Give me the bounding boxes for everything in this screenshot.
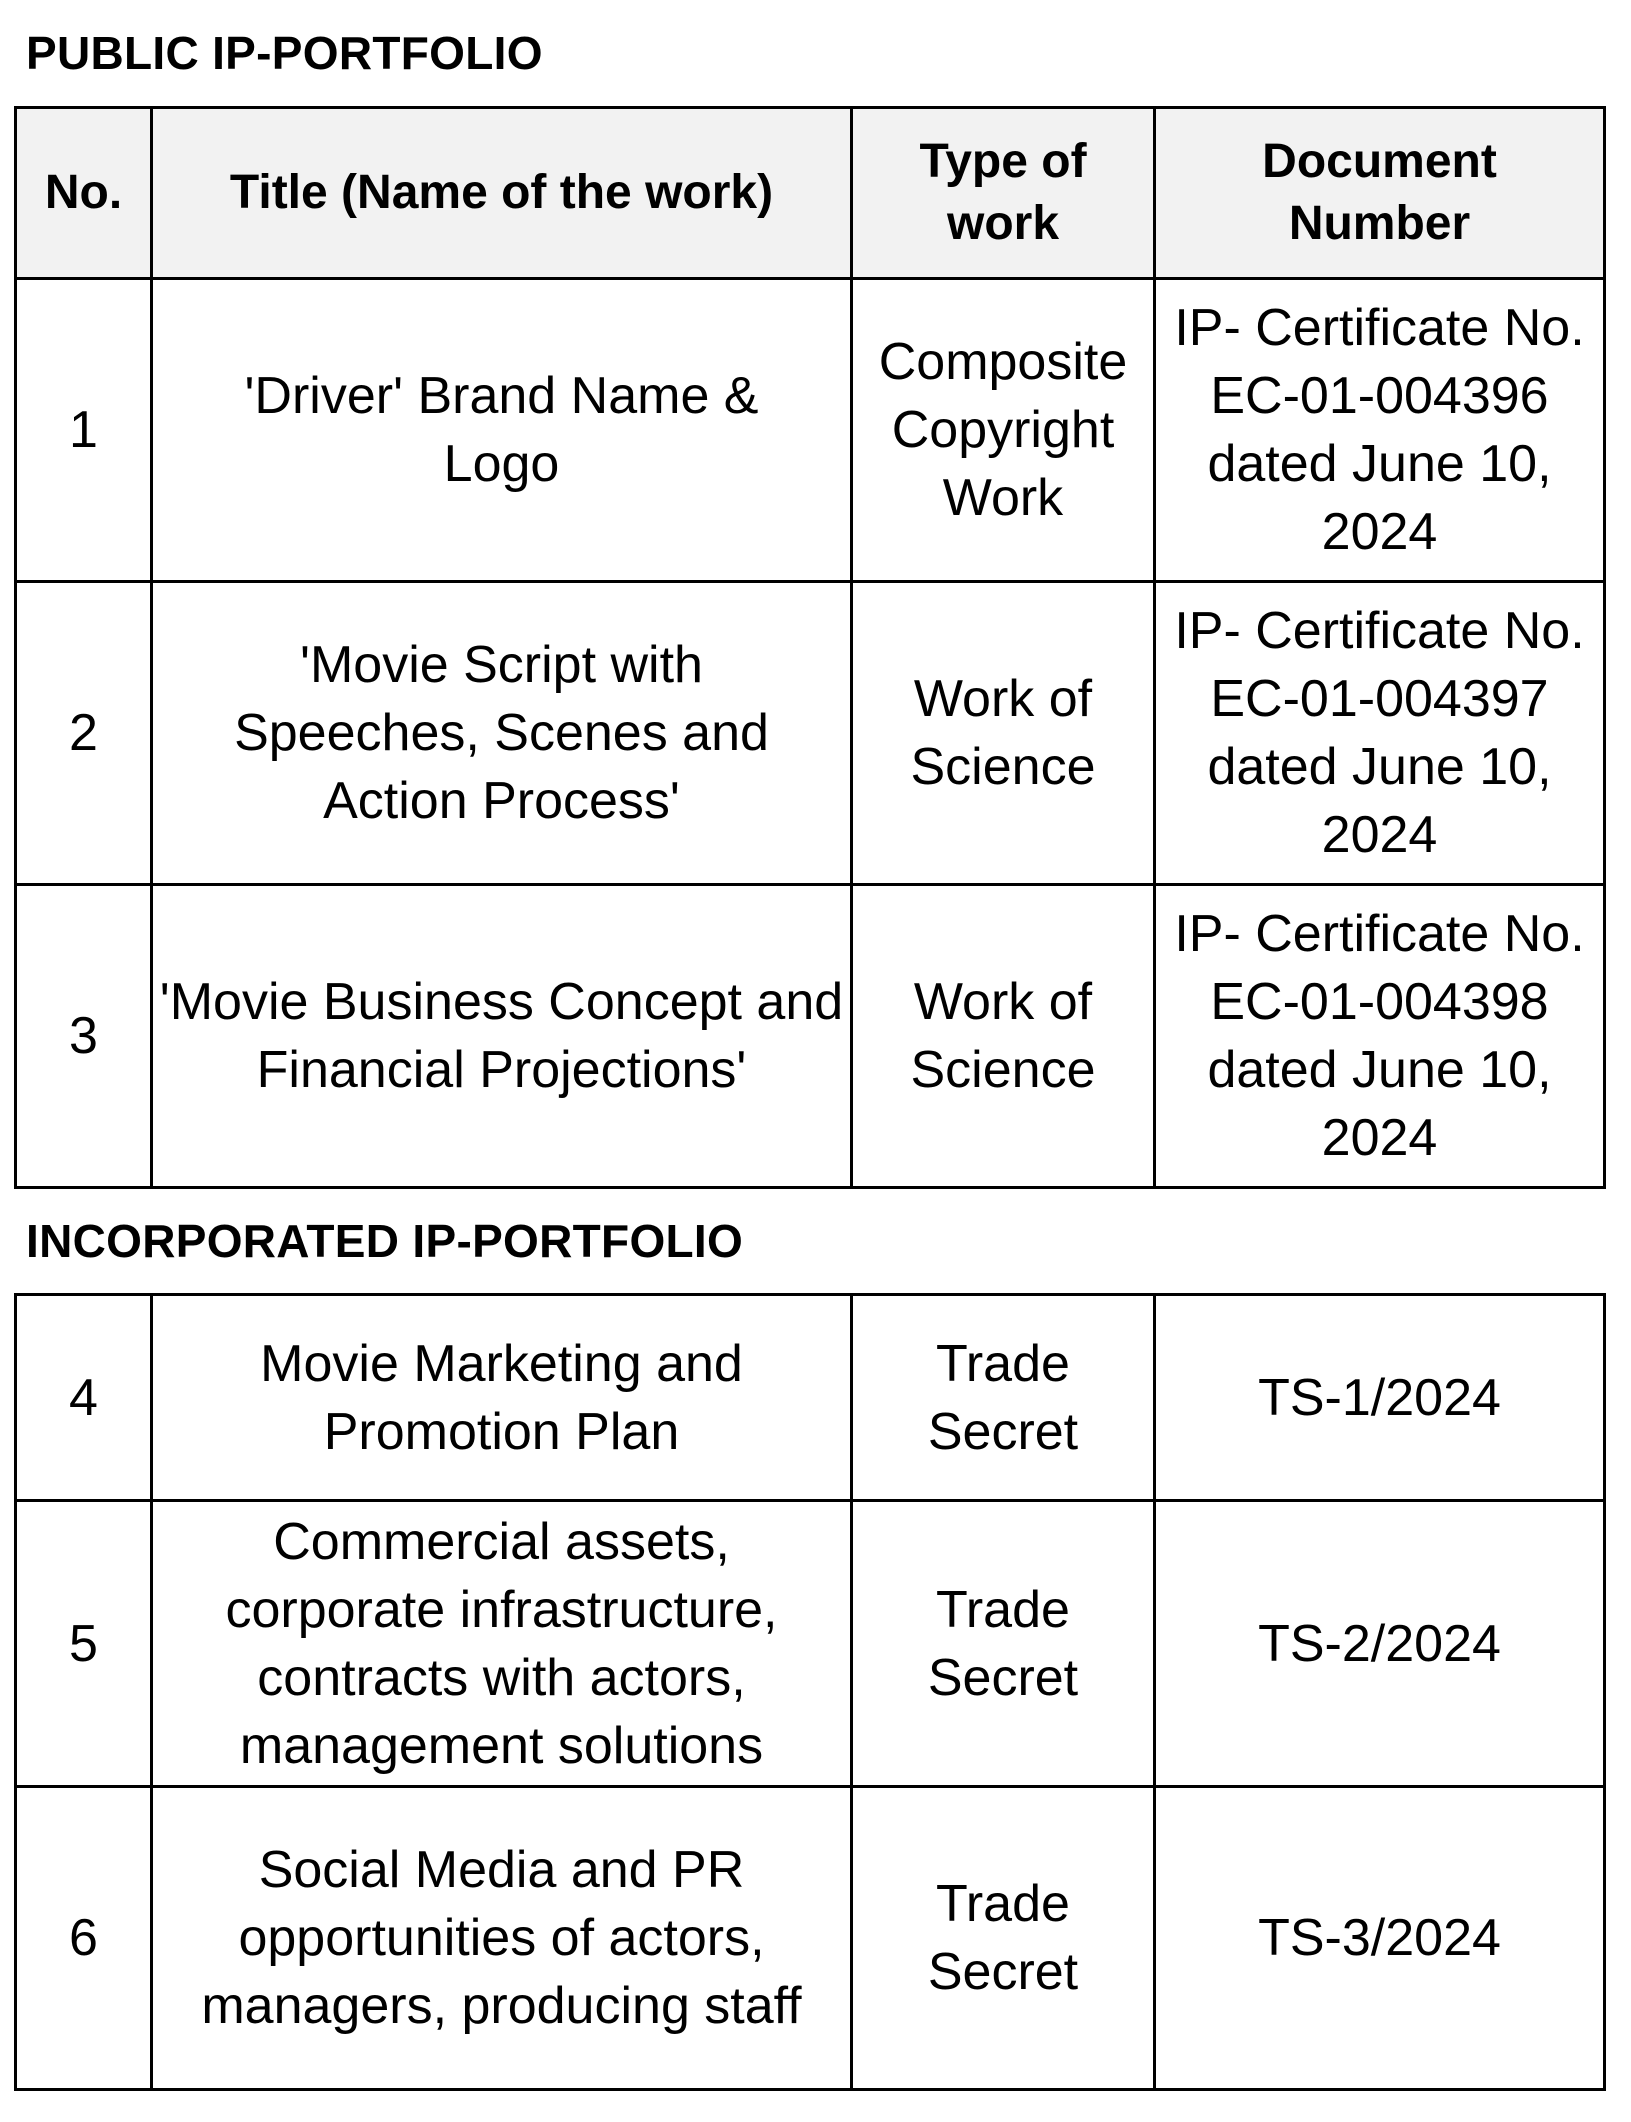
- row-no: 3: [16, 885, 152, 1188]
- header-document-number: Document Number: [1155, 108, 1605, 279]
- table-row: [16, 885, 1605, 1188]
- row-type: Trade Secret: [852, 1787, 1155, 2090]
- row-no: 2: [16, 582, 152, 885]
- row-type: Trade Secret: [852, 1501, 1155, 1787]
- table-row: [16, 1295, 1605, 1501]
- header-no: No.: [16, 108, 152, 279]
- row-type: Work of Science: [852, 582, 1155, 885]
- table-row: [16, 1501, 1605, 1787]
- header-title: Title (Name of the work): [152, 108, 852, 279]
- incorporated-portfolio-title: INCORPORATED IP-PORTFOLIO: [26, 1215, 744, 1267]
- public-portfolio-table: [14, 106, 1606, 1189]
- row-title: 'Movie Business Concept and Financial Projections': [152, 885, 852, 1188]
- row-no: 4: [16, 1295, 152, 1501]
- row-title: 'Movie Script with Speeches, Scenes and Action Process': [152, 582, 852, 885]
- row-type: Trade Secret: [852, 1295, 1155, 1501]
- table-row: [16, 582, 1605, 885]
- row-title: Movie Marketing and Promotion Plan: [152, 1295, 852, 1501]
- row-no: 5: [16, 1501, 152, 1787]
- row-type: Composite Copyright Work: [852, 279, 1155, 582]
- row-document-number: TS-1/2024: [1155, 1295, 1605, 1501]
- incorporated-portfolio-table: [14, 1293, 1606, 2091]
- row-document-number: TS-3/2024: [1155, 1787, 1605, 2090]
- row-title: 'Driver' Brand Name & Logo: [152, 279, 852, 582]
- row-title: Social Media and PR opportunities of actors, managers, producing staff: [152, 1787, 852, 2090]
- row-document-number: IP- Certificate No. EC-01-004396 dated June 10, 2024: [1155, 279, 1605, 582]
- table-header-row: [16, 108, 1605, 279]
- row-document-number: IP- Certificate No. EC-01-004397 dated June 10, 2024: [1155, 582, 1605, 885]
- table-row: [16, 279, 1605, 582]
- public-portfolio-title: PUBLIC IP-PORTFOLIO: [26, 27, 543, 79]
- table-row: [16, 1787, 1605, 2090]
- row-no: 6: [16, 1787, 152, 2090]
- row-title: Commercial assets, corporate infrastructure, contracts with actors, management solutions: [152, 1501, 852, 1787]
- row-type: Work of Science: [852, 885, 1155, 1188]
- row-document-number: IP- Certificate No. EC-01-004398 dated June 10, 2024: [1155, 885, 1605, 1188]
- row-no: 1: [16, 279, 152, 582]
- header-type: Type of work: [852, 108, 1155, 279]
- row-document-number: TS-2/2024: [1155, 1501, 1605, 1787]
